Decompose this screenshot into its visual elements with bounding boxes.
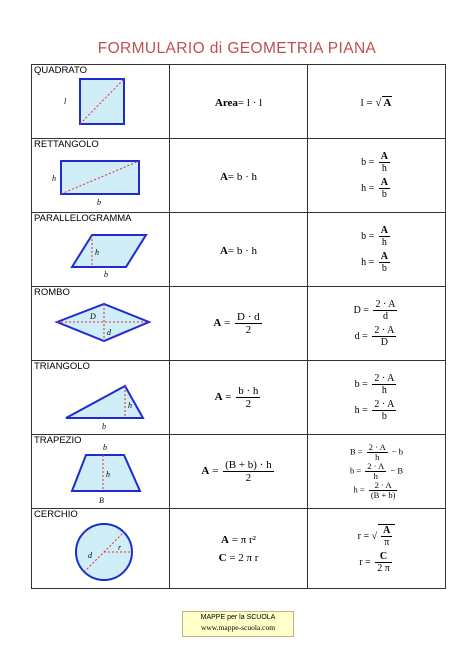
parallelogram-figure — [32, 213, 169, 286]
label-b: b — [102, 422, 106, 431]
frac-num: A — [380, 225, 388, 236]
formula-table — [31, 64, 446, 589]
label-r: r — [118, 543, 122, 552]
trapezoid-figure — [32, 435, 169, 508]
shape-name: CERCHIO — [34, 509, 78, 520]
figure-cell — [32, 213, 170, 287]
area-eq: = — [209, 465, 222, 478]
area-formula-cell — [170, 287, 308, 361]
circumference-lhs: C — [218, 551, 227, 564]
figure-cell — [32, 435, 170, 509]
figure-cell — [32, 509, 170, 589]
area-lhs: A — [214, 391, 223, 404]
table-row — [32, 361, 446, 435]
frac-num: C — [375, 551, 392, 563]
footer-brand-a: MAPPE — [200, 614, 226, 621]
label-h: h — [128, 401, 132, 410]
circumference-rhs: = 2 π r — [226, 551, 259, 564]
area-formula-cell — [170, 65, 308, 139]
label-b: b — [104, 270, 108, 279]
inverse-formula-cell — [308, 287, 446, 361]
inverse-lhs: b = — [349, 465, 364, 476]
label-d: d — [88, 551, 92, 560]
area-lhs: A — [221, 533, 229, 546]
area-lhs: Area — [214, 96, 238, 109]
inverse-lhs: l = — [360, 96, 376, 109]
inverse-formula-cell — [308, 435, 446, 509]
frac-den: 2 — [245, 472, 252, 484]
inverse-lhs: h = — [361, 256, 377, 268]
table-row — [32, 435, 446, 509]
area-lhs: A — [219, 244, 228, 257]
label-l: l — [64, 97, 67, 106]
footer-site-link[interactable]: www.mappe-scuola.com — [200, 623, 276, 632]
footer-brand-c: SCUOLA — [246, 614, 276, 621]
inverse-lhs: h = — [353, 484, 367, 495]
label-b: b — [103, 443, 107, 452]
frac-num: 2 · A — [367, 461, 385, 471]
area-lhs: A — [219, 170, 228, 183]
frac-num: 2 · A — [369, 481, 398, 491]
inverse-lhs: d = — [354, 330, 371, 342]
rectangle-figure — [32, 139, 169, 212]
frac-num: 2 · A — [374, 325, 395, 336]
label-h: h — [52, 174, 56, 183]
area-rhs: = b · h — [227, 244, 258, 257]
frac-den: 2 — [245, 324, 252, 336]
figure-cell — [32, 287, 170, 361]
area-lhs: A — [213, 317, 222, 330]
frac-num: 2 · A — [375, 299, 396, 310]
label-h: h — [95, 248, 99, 257]
frac-num: A — [380, 151, 388, 162]
frac-num: 2 · A — [374, 373, 395, 384]
inverse-lhs: h = — [354, 404, 371, 416]
area-formula-cell — [170, 361, 308, 435]
inverse-lhs: h = — [361, 182, 377, 194]
frac-num: (B + b) · h — [225, 459, 272, 471]
frac-den: 2 — [245, 398, 252, 410]
inverse-formula-cell: r = √ $\frac{A}{\pi}$ r = $\frac{C}{2 \pi}$ — [308, 509, 446, 589]
inverse-lhs: r = — [357, 530, 372, 542]
frac-num: A — [380, 177, 388, 188]
inverse-tail: − B — [388, 465, 403, 476]
frac-num: D · d — [237, 311, 260, 323]
shape-name: PARALLELOGRAMMA — [34, 213, 132, 224]
frac-num: b · h — [238, 385, 259, 397]
circle-figure — [32, 509, 169, 588]
inverse-sqrt: A — [383, 96, 392, 109]
frac-den: h — [381, 385, 387, 396]
footer-badge[interactable] — [182, 611, 294, 637]
table-row — [32, 139, 446, 213]
frac-den: h — [375, 452, 380, 462]
square-figure — [32, 65, 169, 138]
shape-name: QUADRATO — [34, 65, 87, 76]
frac-den: h — [373, 471, 378, 481]
inverse-formula-cell — [308, 361, 446, 435]
inverse-formula-cell: l = √ A — [308, 65, 446, 139]
table-row — [32, 509, 446, 589]
inverse-formula-cell — [308, 213, 446, 287]
frac-num: A — [383, 524, 391, 536]
area-rhs: = π r² — [228, 533, 256, 546]
area-formula-cell — [170, 509, 308, 589]
inverse-lhs: b = — [361, 230, 377, 242]
frac-num: 2 · A — [368, 442, 386, 452]
figure-cell — [32, 65, 170, 139]
shape-name: ROMBO — [34, 287, 70, 298]
area-formula-cell — [170, 435, 308, 509]
area-eq: = — [222, 391, 235, 404]
area-lhs: A — [201, 465, 210, 478]
inverse-lhs: D = — [353, 304, 372, 316]
frac-den: h — [381, 163, 387, 174]
shape-name: RETTANGOLO — [34, 139, 99, 150]
inverse-lhs: B = — [349, 446, 365, 457]
inverse-lhs: r = — [359, 556, 374, 568]
frac-den: D — [380, 337, 388, 348]
table-row — [32, 65, 446, 139]
figure-cell — [32, 361, 170, 435]
frac-den: h — [381, 237, 387, 248]
frac-den: b — [381, 263, 387, 274]
inverse-lhs: b = — [354, 378, 371, 390]
label-d: d — [107, 328, 111, 337]
area-formula-cell — [170, 139, 308, 213]
page-title: FORMULARIO di GEOMETRIA PIANA — [97, 40, 377, 57]
shape-name: TRAPEZIO — [34, 435, 82, 446]
label-B: B — [99, 496, 104, 505]
area-rhs: = l · l — [237, 96, 263, 109]
label-b: b — [97, 198, 101, 207]
footer-brand-b: per la — [225, 614, 247, 621]
frac-num: 2 · A — [374, 399, 395, 410]
frac-den: b — [381, 411, 387, 422]
area-eq: = — [221, 317, 234, 330]
inverse-formula-cell — [308, 139, 446, 213]
figure-cell — [32, 139, 170, 213]
area-rhs: = b · h — [227, 170, 258, 183]
frac-den: π — [384, 536, 390, 548]
table-row — [32, 213, 446, 287]
label-D: D — [90, 312, 96, 321]
shape-name: TRIANGOLO — [34, 361, 90, 372]
frac-den: d — [382, 311, 388, 322]
label-h: h — [106, 470, 110, 479]
rhombus-figure — [32, 287, 169, 360]
frac-den: (B + b) — [370, 490, 396, 500]
inverse-lhs: b = — [361, 156, 377, 168]
inverse-tail: − b — [389, 446, 403, 457]
area-formula-cell — [170, 213, 308, 287]
frac-den: 2 π — [377, 562, 390, 574]
triangle-figure — [32, 361, 169, 434]
table-row — [32, 287, 446, 361]
frac-num: A — [380, 251, 388, 262]
frac-den: b — [381, 189, 387, 200]
